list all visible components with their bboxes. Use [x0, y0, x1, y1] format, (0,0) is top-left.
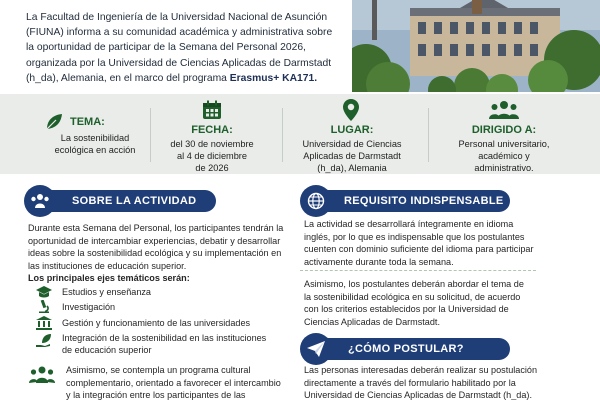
paper-plane-icon: [307, 341, 325, 357]
requisito-line: activamente durante toda la semana.: [304, 256, 454, 267]
microscope-icon: [36, 300, 52, 314]
dirigido-block: [436, 94, 572, 174]
tema-block: [30, 94, 160, 174]
tema-title: TEMA:: [70, 116, 105, 128]
group-icon: [30, 193, 50, 209]
postular-header: [314, 338, 510, 360]
cultural-line: complementario, orientado a favorecer el intercambio: [66, 377, 281, 388]
eje-item: Investigación: [62, 302, 116, 312]
intro-line: La Facultad de Ingeniería de la Universidad Nacional de Asunción: [26, 12, 328, 23]
intro-text: [26, 10, 356, 86]
lugar-block: [288, 94, 416, 174]
lugar-line: (h_da), Alemania: [317, 163, 387, 173]
calendar-icon: [202, 100, 222, 120]
dirigido-text: [436, 138, 572, 174]
eje-item: Gestión y funcionamiento de las universidades: [62, 318, 251, 328]
dirigido-line: Personal universitario,: [458, 139, 550, 149]
lugar-title: LUGAR:: [330, 124, 374, 136]
fecha-line: al 4 de diciembre: [177, 151, 247, 161]
postular-line: Universidad de Ciencias Aplicadas de Darmstadt (h_da).: [304, 390, 532, 400]
tema-line: La sostenibilidad: [60, 133, 130, 143]
eje-item: Estudios y enseñanza: [62, 287, 151, 297]
postular-title: ¿CÓMO POSTULAR?: [348, 343, 464, 355]
fecha-title: FECHA:: [191, 124, 233, 136]
requisito-paragraph: [304, 218, 584, 268]
users-icon: [488, 100, 520, 120]
intro-line: organizada por la Universidad de Ciencias Aplicadas de Darmstadt: [26, 57, 332, 69]
requisito-badge: [300, 185, 332, 217]
sobre-badge: [24, 185, 56, 217]
intro-section: [0, 0, 600, 92]
people-icon: [28, 366, 56, 384]
tema-text: [30, 132, 160, 156]
campus-photo: [352, 0, 600, 92]
lugar-line: Universidad de Ciencias: [302, 139, 402, 149]
graduation-cap-icon: [36, 285, 52, 299]
asimismo-line: Ciencias Aplicadas de Darmstadt.: [304, 316, 440, 327]
program-name: Erasmus+ KA171.: [229, 72, 318, 84]
sobre-header: [40, 190, 216, 212]
postular-badge: [300, 333, 332, 365]
map-pin-icon: [342, 99, 360, 121]
sobre-line: oportunidad de intercambiar experiencias, debatir y desarrollar: [28, 235, 281, 246]
asimismo-paragraph: [304, 278, 584, 328]
institution-icon: [36, 316, 52, 330]
sobre-paragraph: [28, 222, 288, 272]
intro-line: [26, 71, 356, 86]
dirigido-line: administrativo.: [474, 163, 534, 173]
asimismo-line: con los criterios establecidos por la Universidad de: [304, 304, 509, 315]
asimismo-line: Asimismo, los postulantes deberán abordar el tema de: [304, 279, 524, 289]
postular-paragraph: [304, 364, 584, 400]
ejes-title: Los principales ejes temáticos serán:: [28, 273, 190, 283]
sobre-line: ideas sobre la sostenibilidad ecológica y su implementación en: [28, 248, 282, 259]
fecha-line: del 30 de noviembre: [170, 139, 254, 149]
postular-line: directamente a través del formulario habilitado por la: [304, 377, 516, 388]
asimismo-line: la sostenibilidad ecológica en su solicitud, de acuerdo: [304, 291, 521, 302]
dirigido-title: DIRIGIDO A:: [471, 124, 537, 136]
postular-line: Las personas interesadas deberán realizar su postulación: [304, 365, 538, 375]
fecha-block: [152, 94, 272, 174]
eje-label: Integración de la sostenibilidad en las instituciones: [62, 333, 267, 343]
cultural-line: Asimismo, se contempla un programa cultural: [66, 365, 251, 375]
band-divider: [150, 108, 151, 162]
tema-line: ecológica en acción: [54, 145, 136, 155]
dirigido-line: académico y: [478, 151, 530, 161]
cultural-paragraph: [66, 364, 296, 400]
band-divider: [282, 108, 283, 162]
sobre-line: Durante esta Semana del Personal, los participantes tendrán la: [28, 223, 284, 233]
requisito-line: cuenten con dominio suficiente del idioma para participar: [304, 244, 534, 255]
intro-line-text: (h_da), Alemania, en el marco del programa: [26, 72, 230, 84]
globe-icon: [307, 192, 325, 210]
sobre-title: SOBRE LA ACTIVIDAD: [72, 195, 197, 207]
fecha-text: [152, 138, 272, 174]
sobre-line: las instituciones de educación superior.: [28, 260, 187, 271]
info-band: [0, 94, 600, 174]
fecha-line: de 2026: [195, 163, 229, 173]
eje-item-multiline: [62, 332, 292, 357]
leaf-hand-icon: [36, 333, 52, 347]
intro-line: la oportunidad de participar de la Semana del Personal 2026,: [26, 42, 306, 54]
requisito-header: [314, 190, 510, 212]
requisito-line: La actividad se desarrollará íntegramente en idioma: [304, 219, 514, 229]
lugar-line: Aplicadas de Darmstadt: [303, 151, 401, 161]
cultural-line: y la integración entre los participantes de las: [66, 390, 246, 400]
intro-line: (FIUNA) informa a su comunidad académica y administrativa sobre: [26, 27, 333, 39]
dashed-divider: [300, 270, 536, 271]
eje-label: de educación superior: [62, 345, 152, 356]
requisito-title: REQUISITO INDISPENSABLE: [344, 195, 504, 207]
requisito-line: inglés, por lo que es indispensable que los postulantes: [304, 231, 525, 242]
lugar-text: [288, 138, 416, 174]
band-divider: [428, 108, 429, 162]
leaf-icon: [44, 112, 64, 132]
